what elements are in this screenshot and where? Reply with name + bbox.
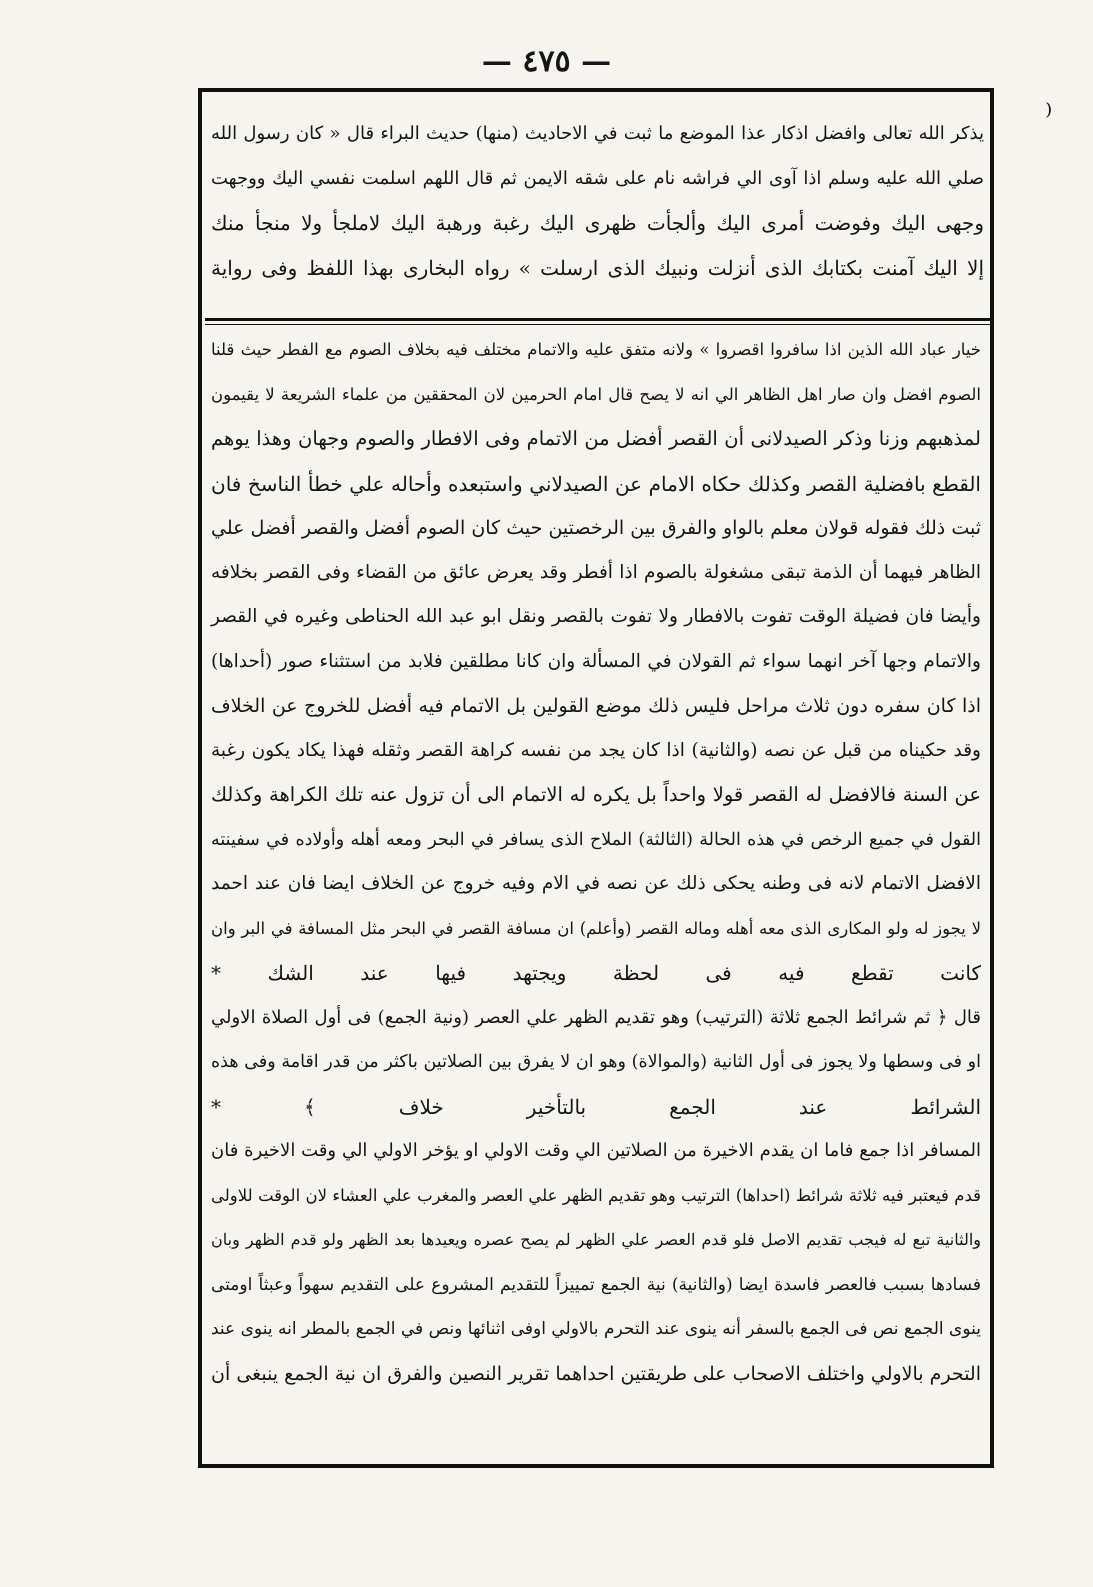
sharh-line: القطع بافضلية القصر وكذلك حكاه الامام عن الصيدلاني واستبعده وأحاله علي خطأ الناسخ فان: [211, 471, 981, 496]
sharh-line: اذا كان سفره دون ثلاث مراحل فليس ذلك موضع القولين بل الاتمام فيه أفضل للخروج عن الخلاف: [211, 695, 981, 717]
sharh-line: عن السنة فالافضل له القصر قولا واحداً بل يكره له الاتمام الى أن تزول عنه تلك الكراهة وكذلك: [211, 783, 981, 806]
sharh-line: او فى وسطها ولا يجوز فى أول الثانية (والموالاة) وهو ان لا يفرق بين الصلاتين باكثر من قدر اقامة وفى هذه: [211, 1052, 981, 1072]
sharh-line: كانت تقطع فيه فى لحظة ويجتهد فيها عند الشك *: [211, 961, 981, 985]
sharh-line: فسادها بسبب فالعصر فاسدة ايضا (والثانية) نية الجمع تمييزاً للتقديم المشروع على التقديم سهواً وعبثاً اومتى: [211, 1274, 981, 1295]
sharh-line: الشرائط عند الجمع بالتأخير خلاف ﴾ *: [211, 1094, 981, 1119]
sharh-text-block: [205, 328, 987, 1396]
sharh-line: لمذهبهم وزنا وذكر الصيدلانى أن القصر أفضل من الاتمام وفى الافطار والصوم وجهان وهذا يوهم: [211, 427, 981, 450]
sharh-line: الافضل الاتمام لانه فى وطنه يحكى ذلك عن نصه في الام وفيه خروج عن الخلاف ايضا فان عند احمد: [211, 873, 981, 894]
matn-line: إلا اليك آمنت بكتابك الذى أنزلت ونبيك الذى ارسلت » رواه البخارى بهذا اللفظ وفى رواية: [211, 255, 984, 280]
matn-text-block: [205, 112, 990, 290]
sharh-line: خيار عباد الله الذين اذا سافروا اقصروا » ولانه متفق عليه والاتمام مختلف فيه بخلاف الصوم مع الفطر حيث قلنا: [211, 340, 981, 359]
sharh-line: ينوى الجمع نص فى الجمع بالسفر أنه ينوى عند التحرم بالاولي اوفى اثنائها ونص في الجمع بالمطر انه ينوى عند: [211, 1319, 981, 1339]
sharh-line: وقد حكيناه من قبل عن نصه (والثانية) اذا كان يجد من نفسه كراهة القصر وثقله فهذا يكاد يكون رغبة: [211, 739, 981, 761]
sharh-line: والاتمام وجها آخر انهما سواء ثم القولان في المسألة وان كانا مطلقين فلابد من استثناء صور (أحداها): [211, 650, 981, 672]
sharh-line: التحرم بالاولي واختلف الاصحاب على طريقتين احداهما تقرير النصين والفرق ان نية الجمع ينبغى أن: [211, 1362, 981, 1385]
sharh-line: المسافر اذا جمع فاما ان يقدم الاخيرة من الصلاتين الي وقت الاولي او يؤخر الاولي الي وقت الاخيرة فان: [211, 1140, 981, 1161]
section-separator: [205, 318, 990, 325]
sharh-line: لا يجوز له ولو المكارى الذى معه أهله وماله القصر (وأعلم) ان مسافة القصر في البحر مثل المسافة في البر وان: [211, 918, 981, 938]
sharh-line: والثانية تبع له فيجب تقديم الاصل فلو قدم العصر علي الظهر لم يصح عصره ويعيدها بعد الظهر ولو قدم الظهر وبان: [211, 1230, 982, 1249]
sharh-line: الصوم افضل وان صار اهل الظاهر الي انه لا يصح قال امام الحرمين لان المحققين من علماء الشريعة لا يقيمون: [211, 384, 981, 404]
margin-mark-icon: ⁾: [1045, 98, 1053, 133]
sharh-line: وأيضا فان فضيلة الوقت تفوت بالافطار ولا تفوت بالقصر ونقل ابو عبد الله الحناطى وغيره في القصر: [211, 606, 981, 627]
matn-line: صلي الله عليه وسلم اذا آوى الي فراشه نام على شقه الايمن ثم قال اللهم اسلمت نفسي اليك ووجهت: [211, 167, 984, 189]
matn-line: وجهى اليك وفوضت أمرى اليك وألجأت ظهرى اليك رغبة ورهبة اليك لاملجأ ولا منجأ منك: [211, 211, 984, 235]
sharh-line: قال ﴿ ثم شرائط الجمع ثلاثة (الترتيب) وهو تقديم الظهر علي العصر (ونية الجمع) فى أول الصلاة الاولي: [211, 1006, 981, 1028]
sharh-line: الظاهر فيهما أن الذمة تبقى مشغولة بالصوم اذا أفطر وقد يعرض عائق من القضاء وفى القصر بخلافه: [211, 561, 981, 583]
sharh-line: قدم فيعتبر فيه ثلاثة شرائط (احداها) الترتيب وهو تقديم الظهر علي العصر والمغرب علي العشاء لان الوقت للاولى: [211, 1185, 981, 1205]
matn-line: يذكر الله تعالى وافضل اذكار عذا الموضع ما ثبت في الاحاديث (منها) حديث البراء قال « كان رسول الله: [211, 123, 984, 144]
sharh-line: ثبت ذلك فقوله قولان معلم بالواو والفرق بين الرخصتين حيث كان الصوم أفضل والقصر أفضل علي: [211, 517, 981, 539]
page-number: — ٤٧٥ —: [481, 44, 612, 79]
sharh-line: القول في جميع الرخص في هذه الحالة (الثالثة) الملاح الذى يسافر في البحر ومعه أهله وأولاده في سفينته: [211, 829, 981, 850]
